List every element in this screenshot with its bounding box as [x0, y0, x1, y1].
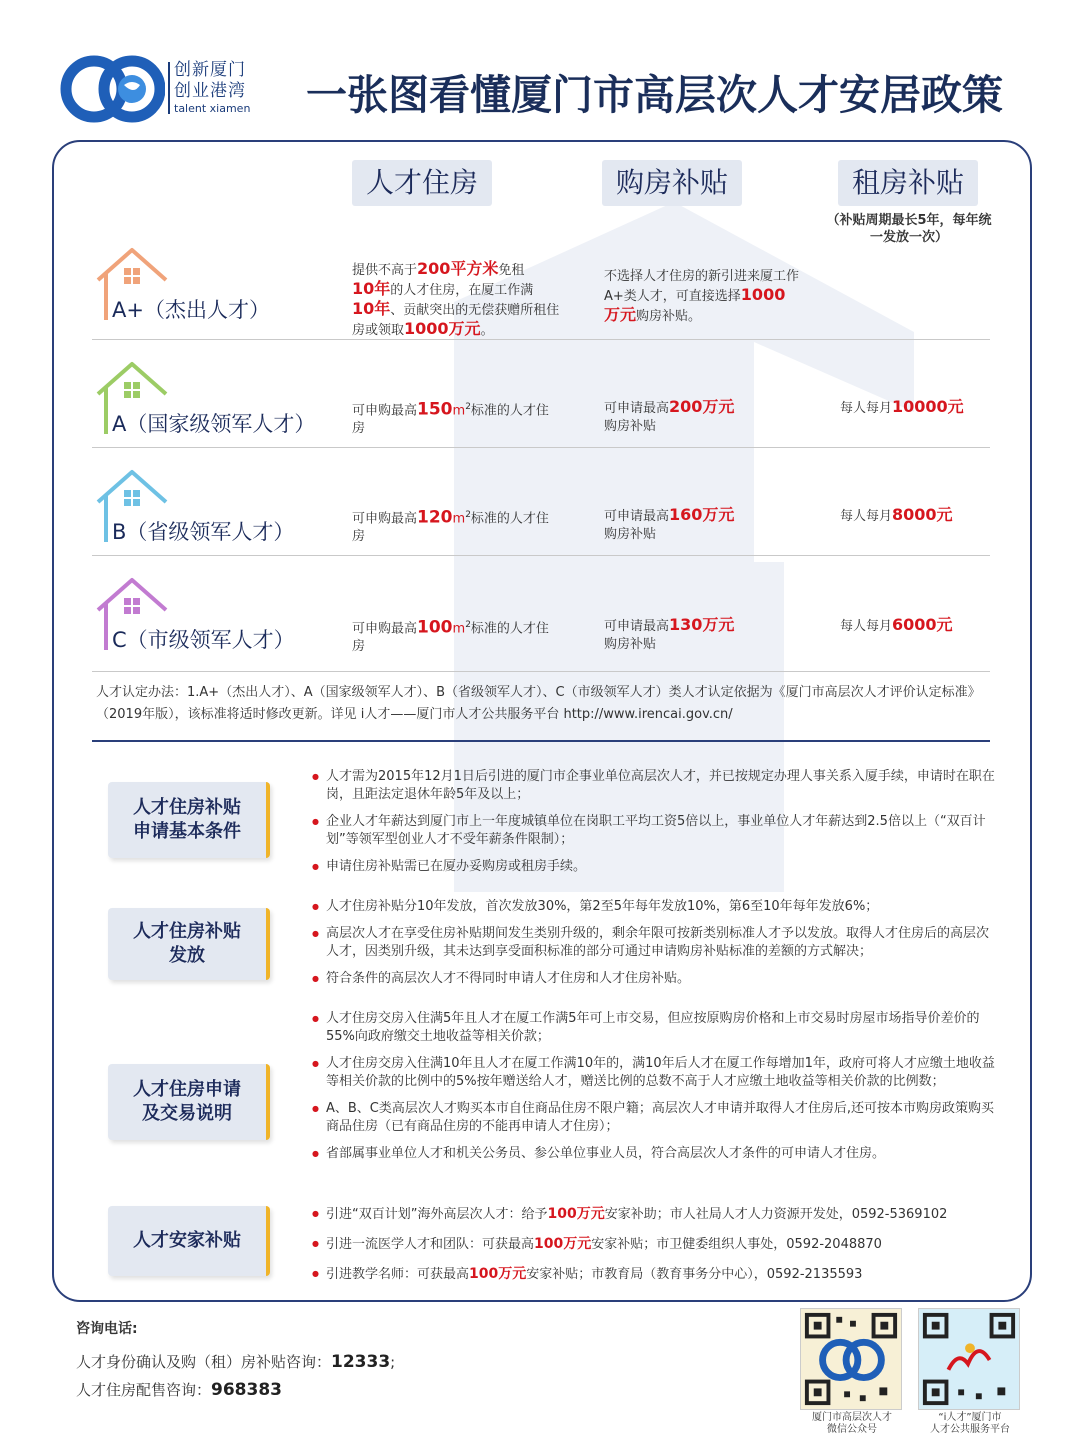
- a-purchase: [604, 398, 780, 436]
- list-transaction: [312, 1010, 996, 1172]
- list-item: ● A、B、C类高层次人才购买本市自住商品住房不限户籍；高层次人才申请并取得人才住房后,还可按本市购房政策购买商品住房（已有商品住房的不能再申请人才住房）；: [312, 1100, 996, 1136]
- qr-caption-irencai: [910, 1412, 1030, 1436]
- c-rent: [840, 616, 1000, 636]
- text: 标准的人才住房: [352, 511, 549, 545]
- text: 引进教学名师：可获最高: [326, 1267, 470, 1282]
- text: 。: [480, 323, 494, 338]
- list-settling-allowance: [312, 1204, 996, 1294]
- a-housing: [352, 398, 552, 438]
- highlight: 1000万元: [404, 319, 481, 338]
- highlight: 10年: [352, 299, 391, 318]
- text: 提供不高于: [352, 263, 418, 278]
- badge-distribution: [108, 908, 270, 980]
- text: 标准的人才住房: [352, 403, 549, 437]
- text: 可申请最高: [604, 619, 670, 634]
- b-housing: [352, 506, 552, 546]
- highlight: 10000元: [892, 397, 964, 416]
- b-purchase: [604, 506, 780, 544]
- b-rent: [840, 506, 1000, 526]
- caption-line: “i人才”厦门市: [938, 1412, 1002, 1423]
- list-distribution: [312, 898, 996, 997]
- text: 可申购最高: [352, 511, 418, 527]
- contact-phone: 968383: [211, 1380, 282, 1400]
- caption-line: 人才公共服务平台: [930, 1424, 1010, 1435]
- tier-label-a-plus: A+（杰出人才）: [112, 298, 270, 322]
- unit-sup: 2: [465, 510, 471, 520]
- text: 安家补贴；市教育局（教育事务分中心），0592-2135593: [526, 1267, 863, 1282]
- highlight: 200平方米: [417, 259, 499, 278]
- text: 可申购最高: [352, 621, 418, 637]
- list-item: ● 企业人才年薪达到厦门市上一年度城镇单位在岗职工平均工资5倍以上，事业单位人才年薪达到2.5倍以上（“双百计划”等领军型创业人才不受年薪条件限制）；: [312, 813, 996, 849]
- text: 购房补贴。: [636, 309, 702, 324]
- text: 免租: [498, 263, 525, 278]
- qr-code-wechat-icon[interactable]: [800, 1308, 902, 1410]
- logo-line-3: talent xiamen: [174, 102, 251, 115]
- text: 购房补贴: [604, 637, 657, 652]
- column-header-purchase: 购房补贴: [602, 160, 742, 206]
- logo-line-2: 创业港湾: [174, 81, 246, 101]
- badge-line: 申请基本条件: [133, 821, 241, 842]
- highlight: 120: [417, 507, 453, 528]
- badge-transaction: [108, 1064, 270, 1140]
- badge-settling-allowance: [108, 1206, 270, 1276]
- logo-divider: [168, 62, 170, 114]
- contact-line-1: [76, 1348, 776, 1376]
- certification-note: 人才认定办法：1.A+（杰出人才）、A（国家级领军人才）、B（省级领军人才）、C（市级领军人才）类人才认定依据为《厦门市高层次人才评价认定标准》（2019年版），该标准将适时修改更新。详见 i人才——厦门市人才公共服务平台 http://www.irencai.gov.cn/: [96, 685, 981, 722]
- a-plus-purchase: [604, 268, 800, 326]
- text: 安家补贴；市卫健委组织人事处，0592-2048870: [591, 1237, 882, 1252]
- header: [0, 0, 1080, 140]
- contact-end: ;: [390, 1353, 396, 1371]
- tier-label-b: B（省级领军人才）: [112, 520, 295, 544]
- text: 的人才住房，在厦工作满: [390, 283, 534, 298]
- highlight: 130万元: [669, 615, 735, 634]
- tier-label-a: A（国家级领军人才）: [112, 412, 316, 436]
- highlight: 6000元: [892, 615, 953, 634]
- contact-label: 人才身份确认及购（租）房补贴咨询：: [76, 1353, 332, 1371]
- contact-block: [76, 1318, 776, 1404]
- rent-note: （补贴周期最长5年，每年统一发放一次）: [826, 213, 992, 245]
- tier-row-a: [92, 340, 990, 448]
- c-housing: [352, 616, 552, 656]
- tier-row-c: [92, 556, 990, 672]
- highlight: 10年: [352, 279, 391, 298]
- highlight: 160万元: [669, 505, 735, 524]
- text: 、贡献突出的无偿获赠所租住房或领取: [352, 303, 560, 338]
- column-header-rent: 租房补贴: [838, 160, 978, 206]
- list-item: [312, 1234, 996, 1255]
- text: 购房补贴: [604, 527, 657, 542]
- caption-line: 厦门市高层次人才: [812, 1412, 892, 1423]
- list-item: ● 人才住房交房入住满10年且人才在厦工作满10年的，满10年后人才在厦工作每增加1年，政府可将人才应缴土地收益等相关价款的比例中的5%按年赠送给人才，赠送比例的总数不高于人才应缴土地收益等相关价款的比例数；: [312, 1055, 996, 1091]
- qr-code-irencai-icon[interactable]: [918, 1308, 1020, 1410]
- highlight: 150: [417, 399, 453, 420]
- contact-label: 人才住房配售咨询：: [76, 1381, 212, 1399]
- contact-phone: 12333: [331, 1352, 391, 1372]
- tier-label-c: C（市级领军人才）: [112, 628, 295, 652]
- unit: m: [452, 511, 466, 527]
- list-item: [312, 1204, 996, 1225]
- c-purchase: [604, 616, 780, 654]
- contact-title: 咨询电话:: [76, 1321, 138, 1337]
- highlight: 100万元: [547, 1206, 605, 1222]
- highlight: 200万元: [669, 397, 735, 416]
- logo-line-1: 创新厦门: [174, 60, 246, 80]
- list-item: ● 人才住房交房入住满5年且人才在厦工作满5年可上市交易，但应按原购房价格和上市交易时房屋市场指导价差价的55%向政府缴交土地收益等相关价款；: [312, 1010, 996, 1046]
- unit: m: [452, 621, 466, 637]
- list-item: ● 省部属事业单位人才和机关公务员、参公单位事业人员，符合高层次人才条件的可申请人才住房。: [312, 1145, 996, 1163]
- list-item: ● 申请住房补贴需已在厦办妥购房或租房手续。: [312, 858, 996, 876]
- qr-caption-wechat: [792, 1412, 912, 1436]
- highlight: 1000万元: [604, 285, 786, 324]
- a-plus-housing: [352, 260, 562, 340]
- text: 标准的人才住房: [352, 621, 549, 655]
- section-divider: [92, 740, 990, 742]
- badge-line: 人才住房补贴: [133, 797, 241, 818]
- badge-basic-conditions: [108, 782, 270, 858]
- contact-line-2: [76, 1376, 776, 1404]
- policy-frame: [52, 140, 1032, 1302]
- text: 可申购最高: [352, 403, 418, 419]
- badge-line: 发放: [169, 945, 205, 966]
- unit-sup: 2: [465, 402, 471, 412]
- text: 引进一流医学人才和团队：可获最高: [326, 1237, 535, 1252]
- badge-line: 人才住房补贴: [133, 921, 241, 942]
- highlight: 8000元: [892, 505, 953, 524]
- highlight: 100: [417, 617, 453, 638]
- highlight: 100万元: [534, 1236, 592, 1252]
- list-item: ● 高层次人才在享受住房补贴期间发生类别升级的，剩余年限可按新类别标准人才予以发放。取得人才住房后的高层次人才，因类别升级，其未达到享受面积标准的部分可通过申请购房补贴标准的差额的方式解决；: [312, 925, 996, 961]
- text: 可申请最高: [604, 401, 670, 416]
- text: 每人每月: [840, 401, 893, 416]
- a-rent: [840, 398, 1000, 418]
- text: 不选择人才住房的新引进来厦工作A+类人才，可直接选择: [604, 269, 800, 304]
- badge-line: 人才住房申请: [133, 1079, 241, 1100]
- list-basic-conditions: [312, 768, 996, 885]
- tier-row-a-plus: [92, 232, 990, 340]
- column-header-housing: 人才住房: [352, 160, 492, 206]
- list-item: ● 人才需为2015年12月1日后引进的厦门市企事业单位高层次人才，并已按规定办理人事关系入厦手续，申请时在职在岗，且距法定退休年龄5年及以上；: [312, 768, 996, 804]
- talent-xiamen-logo-icon: [60, 55, 165, 123]
- text: 购房补贴: [604, 419, 657, 434]
- tier-row-b: [92, 448, 990, 556]
- text: 每人每月: [840, 619, 893, 634]
- badge-line: 及交易说明: [142, 1103, 232, 1124]
- unit: m: [452, 403, 466, 419]
- page-title: 一张图看懂厦门市高层次人才安居政策: [306, 71, 1003, 119]
- highlight: 100万元: [469, 1266, 527, 1282]
- list-item: [312, 1264, 996, 1285]
- caption-line: 微信公众号: [827, 1424, 877, 1435]
- list-item: ● 人才住房补贴分10年发放，首次发放30%，第2至5年每年发放10%，第6至10年每年发放6%；: [312, 898, 996, 916]
- logo-text: [174, 60, 274, 116]
- badge-line: 人才安家补贴: [133, 1230, 241, 1251]
- text: 安家补助；市人社局人才人力资源开发处，0592-5369102: [604, 1207, 948, 1222]
- unit-sup: 2: [465, 620, 471, 630]
- text: 每人每月: [840, 509, 893, 524]
- list-item: ● 符合条件的高层次人才不得同时申请人才住房和人才住房补贴。: [312, 970, 996, 988]
- text: 可申请最高: [604, 509, 670, 524]
- text: 引进“双百计划”海外高层次人才：给予: [326, 1207, 548, 1222]
